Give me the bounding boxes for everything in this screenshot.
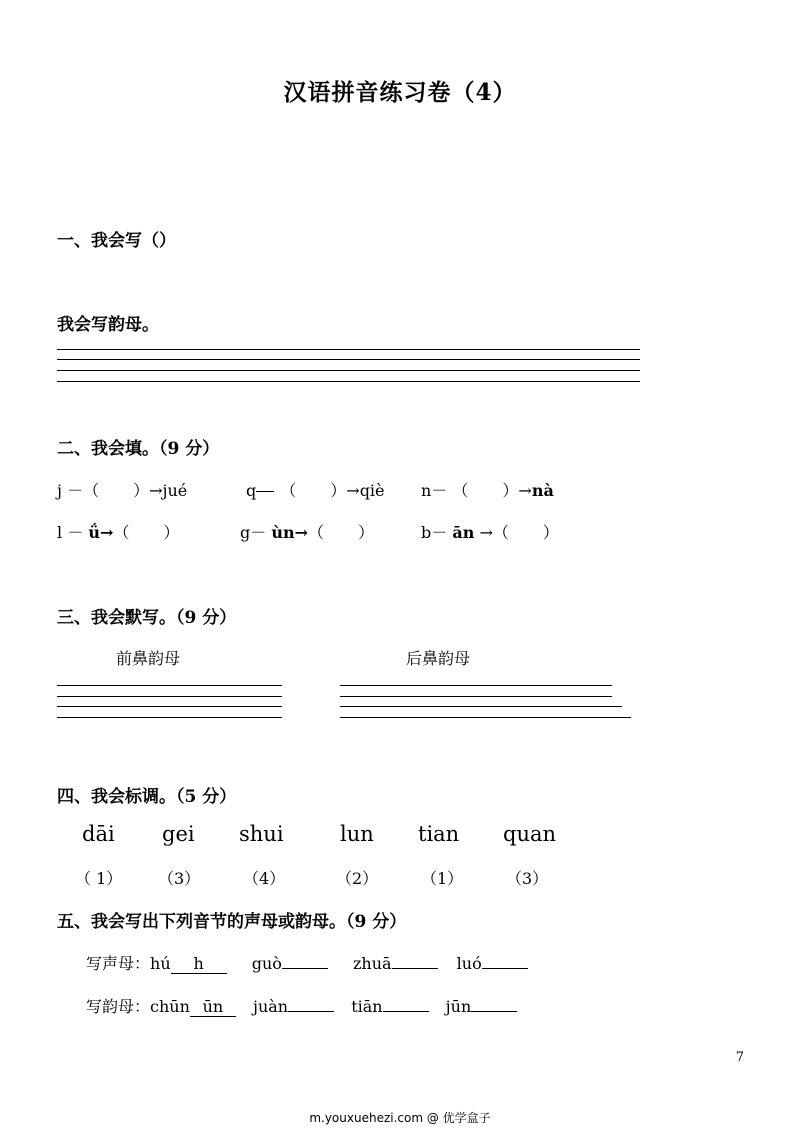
tone-number: （2） — [336, 869, 379, 888]
back-nasal-label: 后鼻韵母 — [406, 649, 471, 668]
finals-row: 写韵母：chūn ūn juàn tiān jūn — [86, 994, 517, 1017]
answer-blank[interactable] — [383, 1011, 429, 1012]
writing-line — [57, 359, 640, 360]
fill-item: q （ ）→qiè — [246, 481, 385, 500]
tone-number: （3） — [158, 869, 201, 888]
section1-subheading: 我会写韵母。 — [57, 315, 159, 335]
fill-item: n－ （ ）→nà — [421, 481, 554, 500]
page-number: 7 — [735, 1050, 744, 1065]
page-title: 汉语拼音练习卷（4） — [283, 79, 517, 106]
syllable: dāi — [82, 822, 115, 846]
answer-blank[interactable]: ūn — [190, 998, 236, 1017]
fill-item: g－ ùn→（ ） — [240, 523, 375, 542]
syllable: tian — [418, 822, 460, 846]
answer-blank[interactable] — [392, 968, 438, 969]
syllable: shui — [239, 822, 284, 846]
writing-line — [340, 717, 631, 718]
writing-line — [57, 370, 640, 371]
writing-line — [57, 685, 282, 686]
tone-number: （1） — [421, 869, 464, 888]
section5-heading: 五、我会写出下列音节的声母或韵母。（9 分） — [57, 912, 407, 932]
front-nasal-label: 前鼻韵母 — [116, 649, 181, 668]
syllable: gei — [162, 822, 195, 846]
tone-number: （4） — [243, 869, 286, 888]
fill-item: b－ ān →（ ） — [421, 523, 559, 542]
answer-blank[interactable] — [482, 968, 528, 969]
writing-line — [340, 685, 612, 686]
answer-blank[interactable]: h — [171, 955, 227, 974]
tone-number: （ 1） — [75, 869, 123, 888]
footer-watermark: m.youxuehezi.com @ 优学盒子 — [309, 1111, 491, 1125]
fill-item: l － ǘ→（ ） — [57, 523, 180, 542]
tone-number: （3） — [506, 869, 549, 888]
fill-item: j －（ ）→jué — [57, 481, 188, 500]
writing-line — [340, 706, 622, 707]
section4-heading: 四、我会标调。（5 分） — [57, 787, 237, 807]
writing-line — [57, 381, 640, 382]
writing-line — [57, 717, 282, 718]
writing-line — [340, 696, 612, 697]
answer-blank[interactable] — [288, 1011, 334, 1012]
section3-heading: 三、我会默写。（9 分） — [57, 608, 237, 628]
answer-blank[interactable] — [282, 968, 328, 969]
writing-line — [57, 696, 282, 697]
syllable: quan — [503, 822, 557, 846]
initials-row: 写声母：hú h guò zhuā luó — [86, 951, 528, 974]
section2-heading: 二、我会填。（9 分） — [57, 439, 220, 459]
writing-line — [57, 349, 640, 350]
syllable: lun — [340, 822, 374, 846]
section1-heading: 一、我会写（） — [57, 231, 176, 251]
answer-blank[interactable] — [471, 1011, 517, 1012]
writing-line — [57, 706, 282, 707]
